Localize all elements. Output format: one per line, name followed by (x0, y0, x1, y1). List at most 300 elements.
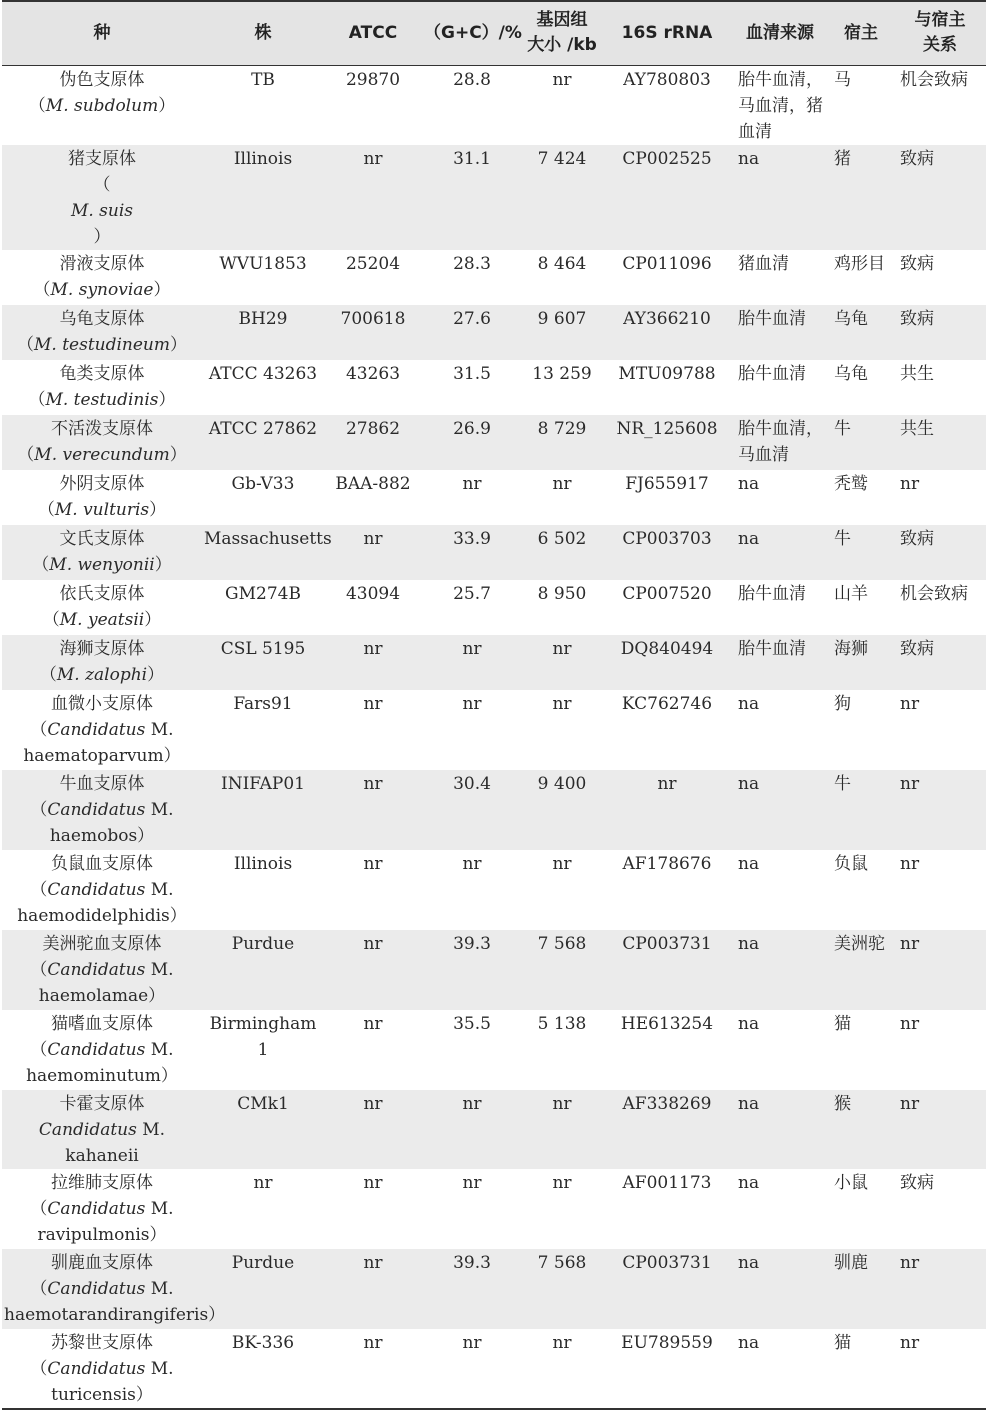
atcc-cell: nr (363, 694, 383, 714)
table-row (2, 65, 986, 145)
table-row (2, 360, 986, 415)
genome-size-cell: 7 568 (537, 1253, 587, 1273)
species-latin-line (4, 332, 200, 358)
host-relation-cell: 机会致病 (900, 69, 968, 90)
latin-name-italic: M. testudinis (45, 390, 159, 410)
species-cell (2, 1010, 202, 1090)
species-cell (2, 770, 202, 850)
latin-open-paren: （ (30, 960, 48, 980)
header-genome-line1: 基因组 (536, 10, 588, 31)
latin-open-paren: （ (30, 1040, 48, 1060)
strain-cell: ATCC 27862 (208, 419, 318, 439)
atcc-cell: 29870 (345, 69, 401, 90)
latin-open-paren: （ (32, 555, 50, 575)
gc-content-cell: 30.4 (453, 774, 491, 794)
table-row (2, 930, 986, 1010)
species-chinese-name: 牛血支原体 (59, 774, 145, 794)
serum-source-cell: na (738, 694, 760, 714)
atcc-cell: 43263 (345, 364, 401, 384)
species-chinese-name: 美洲驼血支原体 (42, 934, 162, 954)
strain-cell: Purdue (231, 1253, 295, 1273)
latin-name-italic: M. testudineum (33, 335, 170, 355)
latin-name-rest: M. (145, 880, 174, 900)
table-row (2, 525, 986, 580)
strain-cell: WVU1853 (219, 254, 307, 274)
host-cell: 驯鹿 (834, 1253, 868, 1273)
species-latin-line (4, 1196, 200, 1222)
latin-close-paren: ） (158, 95, 176, 116)
atcc-cell: nr (363, 1014, 383, 1034)
species-latin-line (4, 717, 200, 743)
table-body (2, 65, 986, 1409)
latin-close-paren: ） (144, 610, 162, 630)
species-cell (2, 635, 202, 690)
species-chinese-name: 海狮支原体 (59, 639, 145, 659)
rrna-accession-cell: CP003703 (622, 529, 712, 549)
table-row (2, 250, 986, 305)
genome-size-cell: nr (552, 1173, 572, 1193)
table-row (2, 415, 986, 470)
serum-source-cell: na (738, 1333, 760, 1353)
table-row (2, 770, 986, 850)
table-row (2, 1090, 986, 1169)
serum-source-cell: 胎牛血清，马血清，猪血清 (738, 69, 823, 142)
strain-cell: Illinois (233, 149, 293, 169)
gc-content-cell: nr (462, 854, 482, 874)
serum-source-cell: na (738, 854, 760, 874)
latin-open-paren: （ (17, 445, 35, 465)
latin-name-italic: M. vulturis (54, 500, 150, 520)
latin-name-rest: M. (145, 1199, 174, 1219)
rrna-accession-cell: DQ840494 (620, 639, 714, 659)
species-cell (2, 250, 202, 305)
host-cell: 负鼠 (834, 854, 868, 874)
table-row (2, 145, 986, 250)
latin-name-italic: Candidatus (47, 960, 146, 980)
strain-cell: Illinois (233, 854, 293, 874)
species-cell (2, 305, 202, 360)
species-latin-line (4, 957, 200, 983)
strain-cell: ATCC 43263 (208, 364, 318, 384)
latin-open-paren: （ (28, 95, 46, 116)
genome-size-cell: 8 729 (537, 419, 587, 439)
rrna-accession-cell: CP002525 (622, 149, 712, 169)
atcc-cell: nr (363, 1173, 383, 1193)
serum-source-cell: 胎牛血清 (738, 639, 806, 659)
header-genome-line2: 大小 /kb (527, 35, 597, 56)
species-cell (2, 850, 202, 930)
strain-cell: INIFAP01 (221, 774, 305, 794)
latin-name-italic: Candidatus (47, 1359, 146, 1379)
header-serum: 血清来源 (746, 22, 814, 43)
species-chinese-name: 血微小支原体 (51, 694, 153, 714)
host-relation-cell: 致病 (900, 149, 934, 169)
species-latin-line (4, 607, 200, 633)
host-cell: 狗 (834, 694, 851, 714)
species-chinese-name: 苏黎世支原体 (51, 1333, 153, 1353)
rrna-accession-cell: CP003731 (622, 934, 712, 954)
table-row (2, 470, 986, 525)
table-row (2, 635, 986, 690)
strain-cell: GM274B (225, 584, 301, 604)
species-chinese-name: 猫嗜血支原体 (51, 1014, 153, 1034)
serum-source-cell: na (738, 934, 760, 954)
genome-size-cell: 5 138 (537, 1014, 587, 1034)
serum-source-cell: na (738, 1173, 760, 1193)
genome-size-cell: nr (552, 639, 572, 659)
atcc-cell: BAA-882 (335, 474, 411, 494)
species-line (4, 146, 200, 250)
latin-name-italic: M. yeatsii (59, 610, 145, 630)
species-chinese-name: 外阴支原体 (59, 474, 145, 494)
species-latin-line (4, 1356, 200, 1382)
species-latin-line (4, 877, 200, 903)
host-relation-cell: 致病 (900, 639, 934, 659)
latin-close-paren: ） (170, 335, 187, 355)
table-row (2, 1249, 986, 1329)
latin-open-paren: （ (30, 800, 48, 820)
gc-content-cell: 31.5 (453, 364, 491, 384)
latin-close-paren: ） (93, 227, 111, 247)
latin-name-italic: M. zalophi (56, 665, 148, 685)
atcc-cell: nr (363, 774, 383, 794)
host-relation-cell: 共生 (900, 364, 934, 384)
rrna-accession-cell: AF178676 (622, 854, 712, 874)
rrna-accession-cell: AF338269 (622, 1094, 712, 1114)
host-relation-cell: nr (900, 1333, 920, 1353)
latin-name-tail: haemominutum） (26, 1066, 178, 1086)
host-relation-cell: nr (900, 694, 920, 714)
atcc-cell: nr (363, 934, 383, 954)
header-host-relation (894, 1, 986, 65)
strain-cell: Fars91 (233, 694, 293, 714)
genome-size-cell: 8 464 (537, 254, 587, 274)
host-relation-cell: nr (900, 1094, 920, 1114)
latin-name-italic: Candidatus (38, 1120, 137, 1140)
species-chinese-name: 龟类支原体 (59, 364, 145, 384)
latin-name-italic: Candidatus (47, 1199, 146, 1219)
latin-name-italic: M. verecundum (34, 445, 170, 465)
species-chinese-name: 驯鹿血支原体 (51, 1253, 153, 1273)
host-cell: 猪 (834, 149, 851, 169)
latin-name-italic: Candidatus (47, 800, 146, 820)
atcc-cell: nr (363, 854, 383, 874)
header-strain: 株 (254, 22, 272, 43)
mycoplasma-species-table (2, 0, 986, 1410)
rrna-accession-cell: NR_125608 (616, 419, 718, 439)
header-relation-line2: 关系 (923, 35, 957, 56)
genome-size-cell: 8 950 (537, 584, 587, 604)
latin-close-paren: ） (158, 390, 176, 410)
species-cell (2, 930, 202, 1010)
serum-source-cell: na (738, 529, 760, 549)
genome-size-cell: 7 568 (537, 934, 587, 954)
strain-cell: CMk1 (237, 1094, 289, 1114)
atcc-cell: 43094 (345, 584, 401, 604)
strain-cell: Massachusetts (204, 529, 332, 549)
host-relation-cell: nr (900, 1014, 920, 1034)
table-row (2, 580, 986, 635)
latin-name-italic: M. synoviae (50, 280, 154, 300)
gc-content-cell: 26.9 (453, 419, 491, 439)
species-cell (2, 580, 202, 635)
species-latin-line (4, 662, 200, 688)
species-latin-line (4, 93, 200, 119)
host-cell: 鸡形目 (834, 254, 885, 274)
serum-source-cell: 胎牛血清 (738, 364, 806, 384)
latin-name-tail: haemotarandirangiferis） (4, 1305, 226, 1325)
atcc-cell: 27862 (345, 419, 401, 439)
species-chinese-name: 不活泼支原体 (51, 419, 153, 439)
table-row (2, 1329, 986, 1409)
latin-open-paren: （ (16, 335, 34, 355)
table-row (2, 305, 986, 360)
latin-close-paren: ） (169, 445, 187, 465)
host-cell: 牛 (834, 774, 851, 794)
strain-cell: nr (253, 1173, 273, 1193)
species-chinese-name: 乌龟支原体 (59, 309, 145, 329)
species-latin-line (4, 387, 200, 413)
latin-open-paren: （ (42, 610, 60, 630)
atcc-cell: nr (363, 639, 383, 659)
gc-content-cell: 39.3 (453, 934, 491, 954)
serum-source-cell: 猪血清 (738, 254, 789, 274)
latin-open-paren: （ (28, 390, 46, 410)
latin-name-tail: haemobos） (49, 826, 155, 846)
serum-source-cell: 胎牛血清 (738, 309, 806, 329)
species-cell (2, 145, 202, 250)
species-chinese-name: 负鼠血支原体 (51, 854, 153, 874)
gc-content-cell: 28.8 (453, 69, 491, 90)
species-chinese-name: 依氏支原体 (59, 584, 145, 604)
genome-size-cell: nr (552, 1094, 572, 1114)
latin-name-rest: M. (145, 800, 174, 820)
atcc-cell: nr (363, 1094, 383, 1114)
latin-name-tail: ravipulmonis） (37, 1225, 167, 1245)
header-atcc: ATCC (348, 22, 398, 43)
gc-content-cell: 33.9 (453, 529, 491, 549)
latin-open-paren: （ (30, 720, 48, 740)
latin-open-paren: （ (93, 175, 111, 195)
latin-name-rest: M. kahaneii (65, 1120, 166, 1166)
rrna-accession-cell: EU789559 (621, 1333, 713, 1353)
host-cell: 美洲驼 (834, 934, 885, 954)
latin-name-italic: M. wenyonii (49, 555, 155, 575)
latin-name-italic: Candidatus (47, 1279, 146, 1299)
latin-name-tail: haemodidelphidis） (17, 906, 187, 926)
host-cell: 猴 (834, 1094, 851, 1114)
rrna-accession-cell: KC762746 (621, 694, 713, 714)
latin-name-tail: haemolamae） (38, 986, 166, 1006)
species-latin-line (4, 1037, 200, 1063)
species-chinese-name: 猪支原体 (68, 149, 136, 169)
species-cell (2, 525, 202, 580)
latin-name-rest: M. (145, 1040, 174, 1060)
species-chinese-name: 拉维肺支原体 (51, 1173, 153, 1193)
species-cell (2, 1329, 202, 1409)
latin-open-paren: （ (39, 665, 57, 685)
table-row (2, 690, 986, 770)
species-cell (2, 1169, 202, 1249)
latin-name-tail: turicensis） (51, 1385, 153, 1405)
host-cell: 海狮 (834, 639, 868, 659)
species-latin-line (4, 442, 200, 468)
latin-open-paren: （ (30, 1359, 48, 1379)
strain-cell: TB (251, 69, 275, 90)
rrna-accession-cell: HE613254 (620, 1014, 714, 1034)
rrna-accession-cell: CP003731 (622, 1253, 712, 1273)
host-cell: 牛 (834, 419, 851, 439)
serum-source-cell: na (738, 1253, 760, 1273)
genome-size-cell: nr (552, 694, 572, 714)
serum-source-cell: na (738, 1094, 760, 1114)
header-host: 宿主 (844, 22, 878, 43)
host-cell: 猫 (834, 1014, 851, 1034)
header-gc: （G+C）/% (424, 22, 522, 43)
species-chinese-name: 卡霍支原体 (59, 1094, 145, 1114)
header-genome-size (522, 1, 602, 65)
latin-close-paren: ） (149, 500, 167, 520)
species-cell (2, 470, 202, 525)
species-cell (2, 415, 202, 470)
gc-content-cell: 31.1 (453, 149, 491, 169)
serum-source-cell: 胎牛血清，马血清 (738, 419, 823, 465)
atcc-cell: nr (363, 149, 383, 169)
table-row (2, 1010, 986, 1090)
strain-cell: Birmingham 1 (209, 1014, 317, 1060)
gc-content-cell: nr (462, 474, 482, 494)
strain-cell: Gb-V33 (231, 474, 295, 494)
strain-cell: BH29 (238, 309, 288, 329)
latin-close-paren: ） (147, 665, 165, 685)
atcc-cell: 700618 (340, 309, 406, 329)
genome-size-cell: nr (552, 474, 572, 494)
gc-content-cell: 28.3 (453, 254, 491, 274)
genome-size-cell: 9 607 (537, 309, 587, 329)
host-relation-cell: nr (900, 854, 920, 874)
gc-content-cell: nr (462, 1173, 482, 1193)
header-species: 种 (93, 22, 111, 43)
genome-size-cell: nr (552, 854, 572, 874)
host-relation-cell: nr (900, 934, 920, 954)
host-relation-cell: 致病 (900, 1173, 934, 1193)
latin-name-rest: M. (145, 1279, 174, 1299)
latin-name-italic: Candidatus (47, 880, 146, 900)
gc-content-cell: 35.5 (453, 1014, 491, 1034)
latin-name-rest: M. (145, 960, 174, 980)
table-row (2, 850, 986, 930)
strain-cell: CSL 5195 (220, 639, 306, 659)
species-chinese-name: 伪色支原体 (59, 69, 145, 90)
genome-size-cell: 13 259 (532, 364, 592, 384)
species-cell (2, 1249, 226, 1329)
rrna-accession-cell: AY780803 (623, 69, 711, 90)
latin-close-paren: ） (153, 280, 171, 300)
host-cell: 猫 (834, 1333, 851, 1353)
species-cell (2, 1090, 202, 1169)
serum-source-cell: na (738, 474, 760, 494)
gc-content-cell: nr (462, 694, 482, 714)
host-cell: 小鼠 (834, 1173, 868, 1193)
gc-content-cell: 39.3 (453, 1253, 491, 1273)
species-chinese-name: 滑液支原体 (59, 254, 145, 274)
latin-name-rest: M. (145, 1359, 174, 1379)
species-latin-line (4, 1276, 200, 1302)
serum-source-cell: 胎牛血清 (738, 584, 806, 604)
latin-open-paren: （ (30, 1279, 48, 1299)
species-latin-line (4, 797, 200, 823)
species-cell (2, 360, 202, 415)
rrna-accession-cell: CP011096 (622, 254, 712, 274)
serum-source-cell: na (738, 774, 760, 794)
host-relation-cell: 致病 (900, 309, 934, 329)
latin-open-paren: （ (30, 880, 48, 900)
atcc-cell: nr (363, 529, 383, 549)
genome-size-cell: nr (552, 69, 572, 90)
latin-name-italic: M. subdolum (45, 95, 159, 116)
latin-open-paren: （ (33, 280, 51, 300)
rrna-accession-cell: nr (657, 774, 677, 794)
rrna-accession-cell: AY366210 (623, 309, 711, 329)
host-relation-cell: 致病 (900, 529, 934, 549)
rrna-accession-cell: FJ655917 (625, 474, 709, 494)
species-chinese-name: 文氏支原体 (59, 529, 145, 549)
host-cell: 山羊 (834, 584, 868, 604)
gc-content-cell: 27.6 (453, 309, 491, 329)
atcc-cell: nr (363, 1333, 383, 1353)
host-relation-cell: 机会致病 (900, 584, 968, 604)
latin-open-paren: （ (37, 500, 55, 520)
host-cell: 乌龟 (834, 364, 868, 384)
header-16s-rrna: 16S rRNA (621, 22, 713, 43)
genome-size-cell: 7 424 (537, 149, 587, 169)
serum-source-cell: na (738, 149, 760, 169)
species-latin-line (4, 277, 200, 303)
latin-name-tail: haematoparvum） (23, 746, 181, 766)
strain-cell: Purdue (231, 934, 295, 954)
latin-open-paren: （ (30, 1199, 48, 1219)
host-relation-cell: nr (900, 774, 920, 794)
species-latin-line (4, 497, 200, 523)
gc-content-cell: nr (462, 639, 482, 659)
species-cell (2, 65, 202, 145)
host-cell: 牛 (834, 529, 851, 549)
latin-name-italic: Candidatus (47, 720, 146, 740)
latin-name-italic: M. suis (70, 201, 134, 221)
species-cell (2, 690, 202, 770)
latin-name-rest: M. (145, 720, 174, 740)
latin-close-paren: ） (154, 555, 172, 575)
genome-size-cell: nr (552, 1333, 572, 1353)
atcc-cell: nr (363, 1253, 383, 1273)
host-cell: 乌龟 (834, 309, 868, 329)
rrna-accession-cell: AF001173 (622, 1173, 712, 1193)
header-relation-line1: 与宿主 (914, 10, 966, 31)
gc-content-cell: nr (462, 1333, 482, 1353)
atcc-cell: 25204 (345, 254, 401, 274)
host-relation-cell: nr (900, 1253, 920, 1273)
rrna-accession-cell: MTU09788 (618, 364, 716, 384)
serum-source-cell: na (738, 1014, 760, 1034)
host-cell: 马 (834, 69, 851, 90)
gc-content-cell: 25.7 (453, 584, 491, 604)
species-latin-line (4, 1117, 200, 1169)
table-header (2, 1, 986, 65)
host-relation-cell: 致病 (900, 254, 934, 274)
genome-size-cell: 6 502 (537, 529, 587, 549)
species-latin-line (4, 552, 200, 578)
host-relation-cell: 共生 (900, 419, 934, 439)
